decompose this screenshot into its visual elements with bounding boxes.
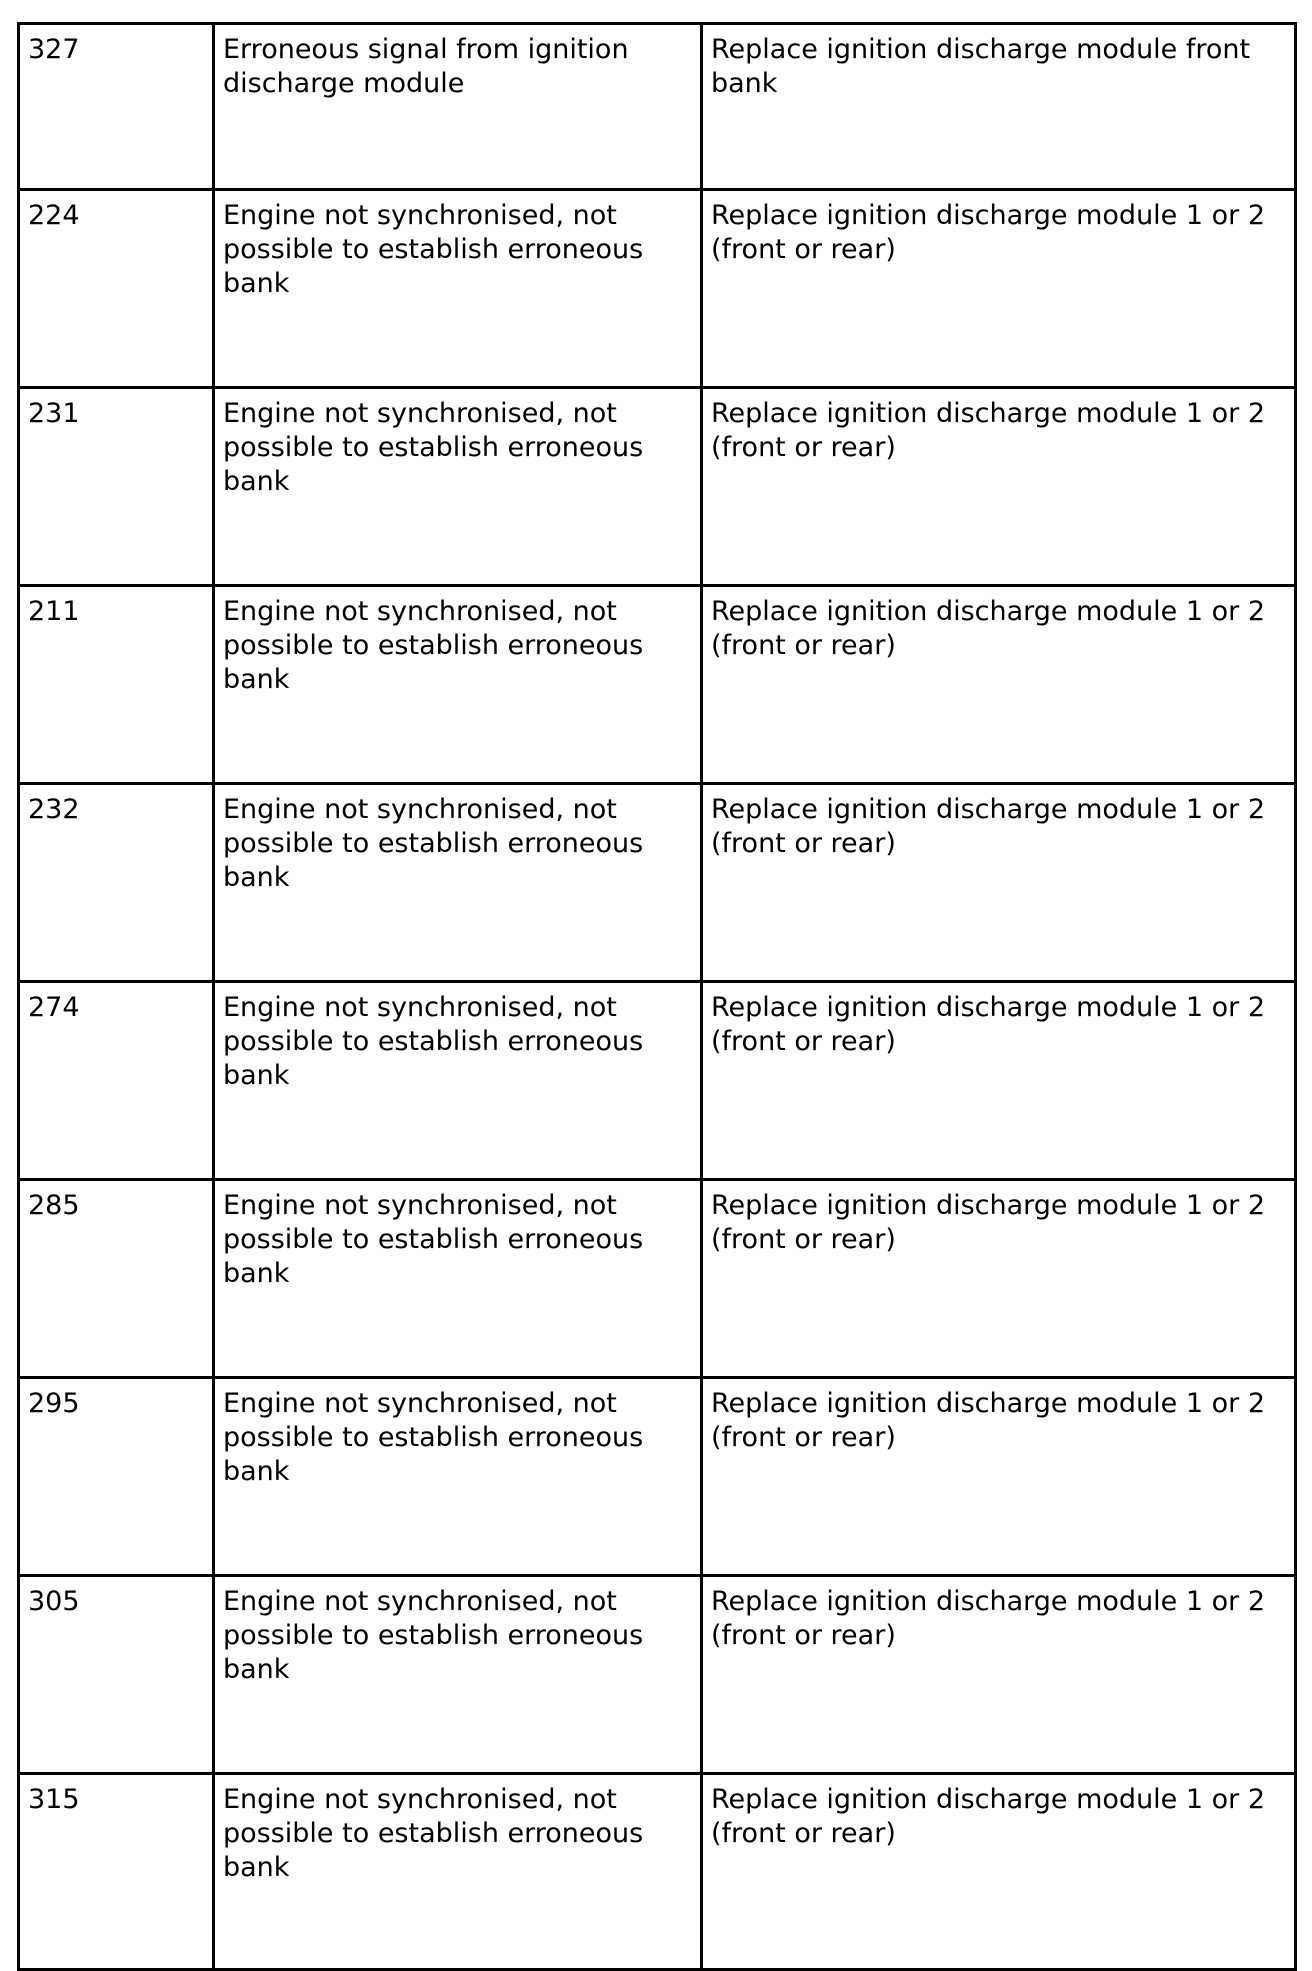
fault-description-cell: Engine not synchronised, not possible to establish erroneous bank — [214, 1774, 702, 1970]
table-row — [19, 190, 1296, 388]
table-row — [19, 1576, 1296, 1774]
fault-description-cell: Engine not synchronised, not possible to establish erroneous bank — [214, 586, 702, 784]
table-row — [19, 1774, 1296, 1970]
corrective-action-cell: Replace ignition discharge module 1 or 2 (front or rear) — [702, 1774, 1296, 1970]
fault-description-cell: Erroneous signal from ignition discharge module — [214, 24, 702, 190]
fault-description-cell: Engine not synchronised, not possible to establish erroneous bank — [214, 190, 702, 388]
fault-description-cell: Engine not synchronised, not possible to establish erroneous bank — [214, 1180, 702, 1378]
table-row — [19, 982, 1296, 1180]
corrective-action-cell: Replace ignition discharge module 1 or 2 (front or rear) — [702, 1576, 1296, 1774]
fault-description-cell: Engine not synchronised, not possible to establish erroneous bank — [214, 1576, 702, 1774]
corrective-action-cell: Replace ignition discharge module front bank — [702, 24, 1296, 190]
table-row — [19, 24, 1296, 190]
fault-code-cell: 224 — [19, 190, 214, 388]
corrective-action-cell: Replace ignition discharge module 1 or 2 (front or rear) — [702, 982, 1296, 1180]
fault-description-cell: Engine not synchronised, not possible to establish erroneous bank — [214, 784, 702, 982]
fault-code-cell: 295 — [19, 1378, 214, 1576]
fault-code-table — [17, 22, 1297, 1971]
table-row — [19, 1378, 1296, 1576]
corrective-action-cell: Replace ignition discharge module 1 or 2 (front or rear) — [702, 388, 1296, 586]
table-row — [19, 1180, 1296, 1378]
fault-code-cell: 231 — [19, 388, 214, 586]
fault-description-cell: Engine not synchronised, not possible to establish erroneous bank — [214, 1378, 702, 1576]
fault-description-cell: Engine not synchronised, not possible to establish erroneous bank — [214, 982, 702, 1180]
fault-code-cell: 211 — [19, 586, 214, 784]
fault-description-cell: Engine not synchronised, not possible to establish erroneous bank — [214, 388, 702, 586]
corrective-action-cell: Replace ignition discharge module 1 or 2 (front or rear) — [702, 784, 1296, 982]
corrective-action-cell: Replace ignition discharge module 1 or 2 (front or rear) — [702, 1378, 1296, 1576]
fault-code-cell: 232 — [19, 784, 214, 982]
fault-code-cell: 305 — [19, 1576, 214, 1774]
fault-code-cell: 315 — [19, 1774, 214, 1970]
fault-code-cell: 274 — [19, 982, 214, 1180]
table-row — [19, 586, 1296, 784]
table-row — [19, 388, 1296, 586]
fault-code-cell: 327 — [19, 24, 214, 190]
table-row — [19, 784, 1296, 982]
corrective-action-cell: Replace ignition discharge module 1 or 2 (front or rear) — [702, 190, 1296, 388]
corrective-action-cell: Replace ignition discharge module 1 or 2 (front or rear) — [702, 1180, 1296, 1378]
fault-code-cell: 285 — [19, 1180, 214, 1378]
corrective-action-cell: Replace ignition discharge module 1 or 2 (front or rear) — [702, 586, 1296, 784]
